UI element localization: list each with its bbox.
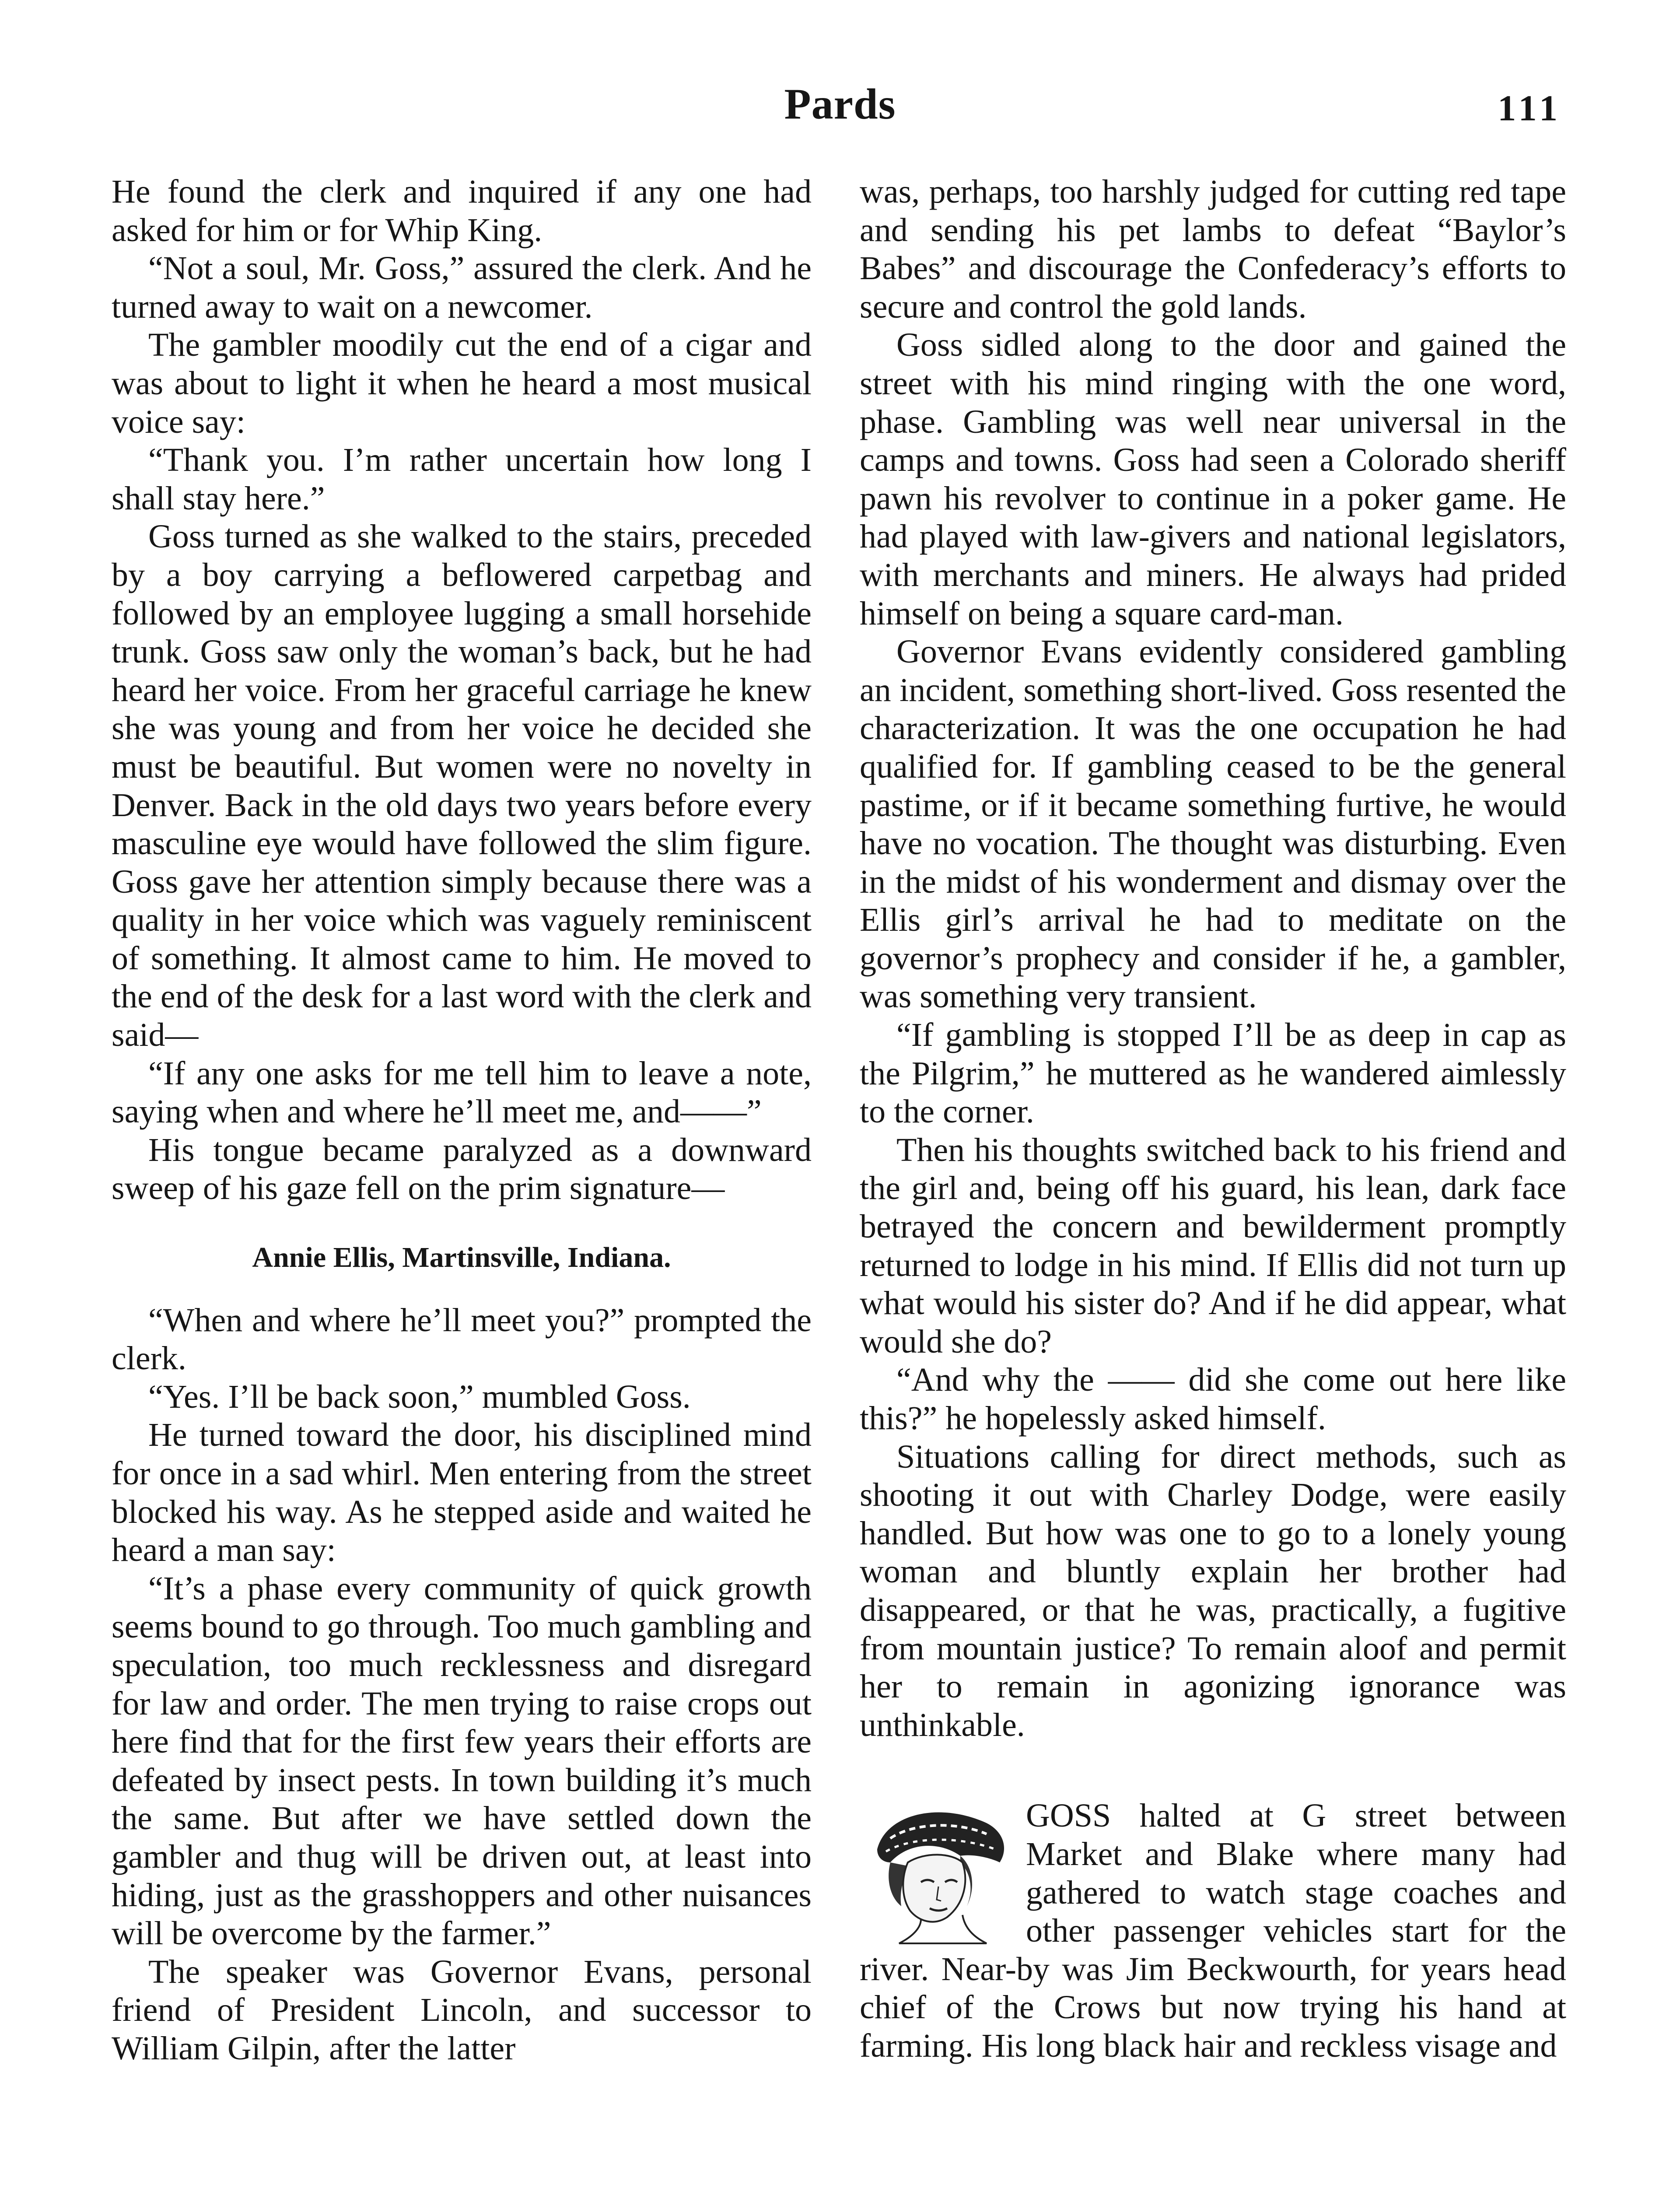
paragraph: “Yes. I’ll be back soon,” mumbled Goss. xyxy=(148,1378,691,1415)
paragraph: He found the clerk and inquired if any one had asked for him or for Whip King. xyxy=(112,173,812,249)
paragraph: “When and where he’ll meet you?” prompted the clerk. xyxy=(112,1301,812,1377)
paragraph: His tongue became paralyzed as a downward sweep of his gaze fell on the prim signature— xyxy=(112,1131,812,1207)
paragraph: The gambler moodily cut the end of a cigar and was about to light it when he heard a most musical voice say: xyxy=(112,326,812,440)
section-opening-paragraph: GOSS halted at G street between Market and Blake where many had gathered to watch stage coaches and other passenger vehicles start for the river. Near-by was Jim Beckwourth, for years head chief of the Crows but now trying his hand at farming. His long black hair and reckless visage and xyxy=(860,1797,1566,2064)
woman-portrait-vignette-icon xyxy=(860,1797,1017,1946)
paragraph: The speaker was Governor Evans, personal friend of President Lincoln, and successor to William Gilpin, after the latter xyxy=(112,1953,812,2067)
page-number: 111 xyxy=(1498,88,1562,129)
paragraph: “It’s a phase every community of quick growth seems bound to go through. Too much gambling and speculation, too much recklessness and disregard for law and order. The men trying to raise crops out here find that for the first few years their efforts are defeated by insect pests. In town building it’s much the same. But after we have settled down the gambler and thug will be driven out, at least into hiding, just as the grasshoppers and other nuisances will be overcome by the farmer.” xyxy=(112,1570,812,1952)
right-column xyxy=(860,173,1566,2188)
paragraph: Governor Evans evidently considered gambling an incident, something short-lived. Goss resented the characterization. It was the one occupation he had qualified for. If gambling ceased to be the general pastime, or if it became something furtive, he would have no vocation. The thought was disturbing. Even in the midst of his wonderment and dismay over the Ellis girl’s arrival he had to meditate on the governor’s prophecy and consider if he, a gambler, was something very transient. xyxy=(860,633,1566,1015)
paragraph: “If gambling is stopped I’ll be as deep in cap as the Pilgrim,” he muttered as he wandered aimlessly to the corner. xyxy=(860,1017,1566,1130)
paragraph: Goss sidled along to the door and gained the street with his mind ringing with the one word, phase. Gambling was well near universal in the camps and towns. Goss had seen a Colorado sheriff pawn his revolver to continue in a poker game. He had played with law-givers and national legislators, with merchants and miners. He always had prided himself on being a square card-man. xyxy=(860,326,1566,632)
paragraph: Situations calling for direct methods, such as shooting it out with Charley Dodge, were easily handled. But how was one to go to a lonely young woman and bluntly explain her brother had disappeared, or that he was, practically, a fugitive from mountain justice? To remain aloof and permit her to remain in agonizing ignorance was unthinkable. xyxy=(860,1438,1566,1743)
paragraph: “And why the —— did she come out here like this?” he hopelessly asked himself. xyxy=(860,1361,1566,1437)
paragraph: Goss turned as she walked to the stairs, preceded by a boy carrying a beflowered carpetbag and followed by an employee lugging a small horsehide trunk. Goss saw only the woman’s back, but he had heard her voice. From her graceful carriage he knew she was young and from her voice he decided she must be beautiful. But women were no novelty in Denver. Back in the old days two years before every masculine eye would have followed the slim figure. Goss gave her attention simply because there was a quality in her voice which was vaguely reminiscent of something. It almost came to him. He moved to the end of the desk for a last word with the clerk and said— xyxy=(112,518,812,1054)
paragraph: “If any one asks for me tell him to leave a note, saying when and where he’ll meet me, and——” xyxy=(112,1055,812,1130)
paragraph: He turned toward the door, his disciplined mind for once in a sad whirl. Men entering from the street blocked his way. As he stepped aside and waited he heard a man say: xyxy=(112,1417,812,1569)
paragraph: was, perhaps, too harshly judged for cutting red tape and sending his pet lambs to defeat “Baylor’s Babes” and discourage the Confederacy’s efforts to secure and control the gold lands. xyxy=(860,173,1566,325)
left-column xyxy=(112,173,812,2188)
paragraph: “Not a soul, Mr. Goss,” assured the clerk. And he turned away to wait on a newcomer. xyxy=(112,250,812,325)
paragraph: Then his thoughts switched back to his friend and the girl and, being off his guard, his lean, dark face betrayed the concern and bewilderment promptly returned to lodge in his mind. If Ellis did not turn up what would his sister do? And if he did appear, what would she do? xyxy=(860,1131,1566,1360)
signature-line: Annie Ellis, Martinsville, Indiana. xyxy=(252,1241,671,1274)
section-opening xyxy=(860,1797,1566,2065)
running-title: Pards xyxy=(784,80,896,128)
paragraph: “Thank you. I’m rather uncertain how long I shall stay here.” xyxy=(112,442,812,517)
